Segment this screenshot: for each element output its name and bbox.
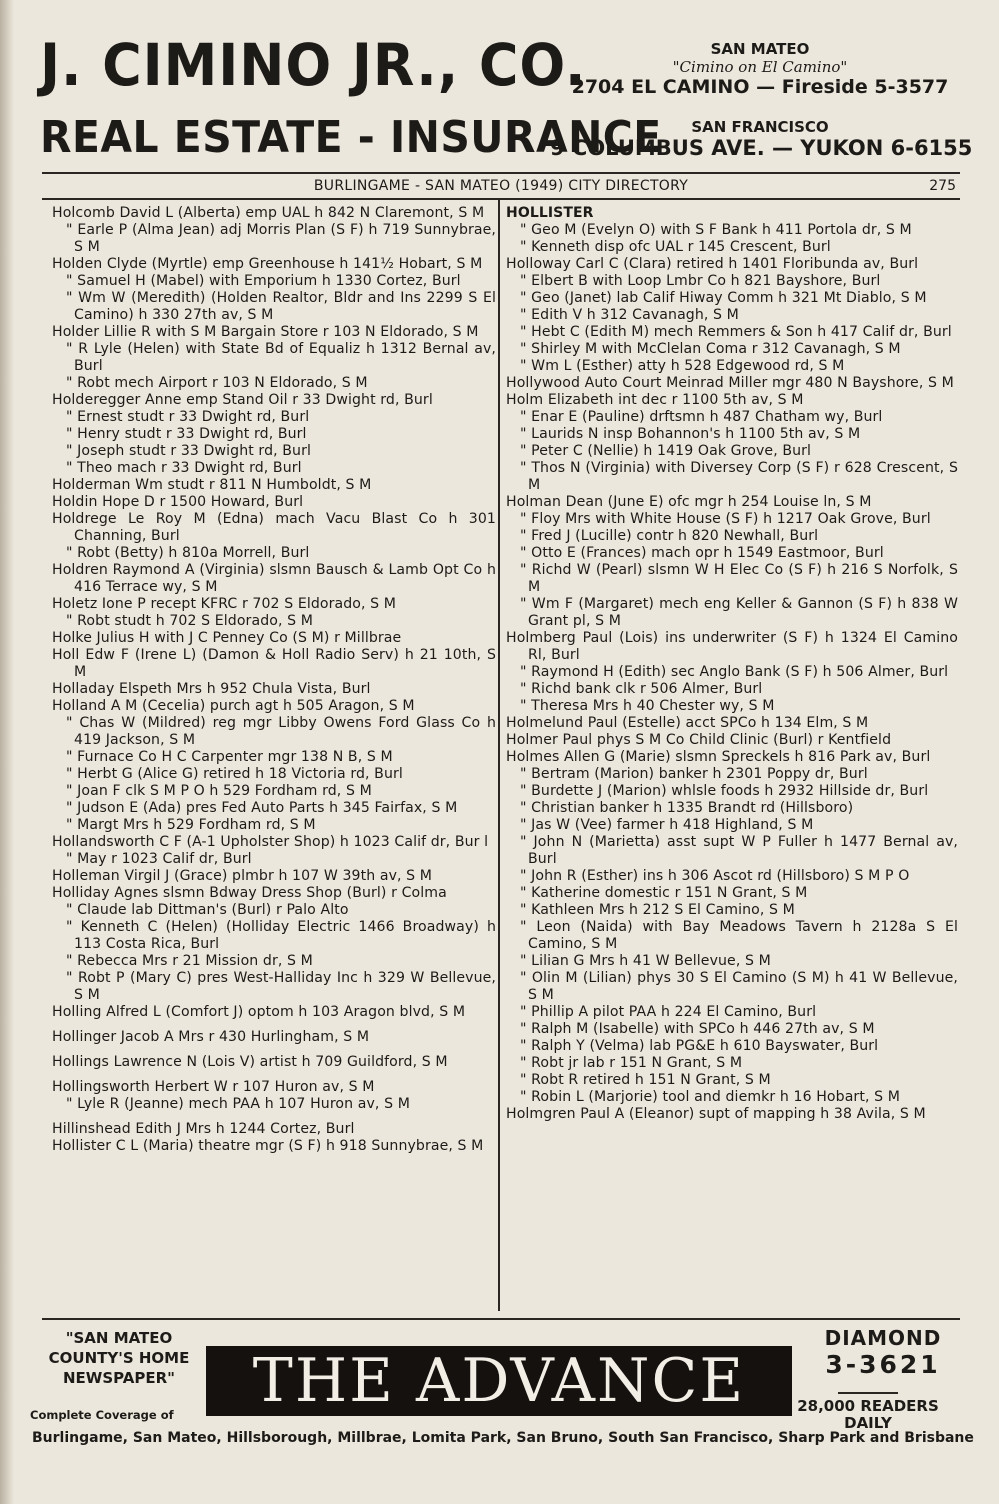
directory-entry: " Ernest studt r 33 Dwight rd, Burl bbox=[66, 409, 310, 425]
directory-entry: " Burdette J (Marion) whlsle foods h 2932 Hillside dr, Burl bbox=[520, 783, 929, 799]
section-heading: HOLLISTER bbox=[506, 205, 594, 221]
directory-entry: Holder Lillie R with S M Bargain Store r 103 N Eldorado, S M bbox=[52, 324, 479, 340]
coverage-label: Complete Coverage of bbox=[30, 1408, 174, 1422]
directory-entry: " Samuel H (Mabel) with Emporium h 1330 Cortez, Burl bbox=[66, 273, 461, 289]
directory-entry: Holdrege Le Roy M (Edna) mach Vacu Blast Co h 301 Channing, Burl bbox=[52, 511, 496, 544]
directory-entry: Holetz Ione P recept KFRC r 702 S Eldorado, S M bbox=[52, 596, 397, 612]
running-head bbox=[42, 178, 960, 198]
directory-entry: Holmberg Paul (Lois) ins underwriter (S F) h 1324 El Camino Rl, Burl bbox=[506, 630, 958, 663]
directory-entry: " Ralph Y (Velma) lab PG&E h 610 Bayswater, Burl bbox=[520, 1038, 879, 1054]
directory-entry: " Herbt G (Alice G) retired h 18 Victoria rd, Burl bbox=[66, 766, 403, 782]
directory-entry: Holland A M (Cecelia) purch agt h 505 Aragon, S M bbox=[52, 698, 415, 714]
company-services: REAL ESTATE - INSURANCE bbox=[40, 112, 662, 163]
directory-entry: " Lilian G Mrs h 41 W Bellevue, S M bbox=[520, 953, 771, 969]
office-address: 2704 EL CAMINO — Fireside 5-3577 bbox=[571, 76, 949, 98]
directory-entry: " Henry studt r 33 Dwight rd, Burl bbox=[66, 426, 307, 442]
directory-entry: " Thos N (Virginia) with Diversey Corp (S F) r 628 Crescent, S M bbox=[520, 460, 958, 493]
directory-entry: " Hebt C (Edith M) mech Remmers & Son h 417 Calif dr, Burl bbox=[520, 324, 952, 340]
footer-advertisement bbox=[28, 1326, 974, 1456]
readership-rule bbox=[838, 1392, 898, 1394]
directory-entry: Holderman Wm studt r 811 N Humboldt, S M bbox=[52, 477, 372, 493]
readership bbox=[778, 1392, 958, 1432]
directory-entry: " Robt P (Mary C) pres West-Halliday Inc h 329 W Bellevue, S M bbox=[66, 970, 496, 1003]
newspaper-slogan: "SAN MATEO COUNTY'S HOME NEWSPAPER" bbox=[48, 1329, 190, 1387]
directory-entry: " Joseph studt r 33 Dwight rd, Burl bbox=[66, 443, 311, 459]
newspaper-logo-text: THE ADVANCE bbox=[252, 1346, 746, 1416]
directory-entry: Holmes Allen G (Marie) slsmn Spreckels h 816 Park av, Burl bbox=[506, 749, 931, 765]
directory-entry: " Earle P (Alma Jean) adj Morris Plan (S F) h 719 Sunnybrae, S M bbox=[66, 222, 496, 255]
directory-entry: " Margt Mrs h 529 Fordham rd, S M bbox=[66, 817, 316, 833]
right-column bbox=[506, 205, 958, 1123]
directory-entry: " Robt jr lab r 151 N Grant, S M bbox=[520, 1055, 743, 1071]
directory-entry: " Christian banker h 1335 Brandt rd (Hillsboro) bbox=[520, 800, 854, 816]
directory-entry: " Raymond H (Edith) sec Anglo Bank (S F) h 506 Almer, Burl bbox=[520, 664, 949, 680]
directory-entry: " Phillip A pilot PAA h 224 El Camino, Burl bbox=[520, 1004, 817, 1020]
directory-title: BURLINGAME - SAN MATEO (1949) CITY DIRECTORY bbox=[313, 178, 689, 194]
directory-entry: " Richd bank clk r 506 Almer, Burl bbox=[520, 681, 763, 697]
directory-entry: Hillinshead Edith J Mrs h 1244 Cortez, Burl bbox=[52, 1121, 355, 1137]
office-tagline: "Cimino on El Camino" bbox=[672, 58, 848, 76]
footer-rule bbox=[42, 1318, 960, 1320]
directory-entry: " John N (Marietta) asst supt W P Fuller h 1477 Bernal av, Burl bbox=[520, 834, 958, 867]
directory-entry: Holliday Agnes slsmn Bdway Dress Shop (Burl) r Colma bbox=[52, 885, 447, 901]
san-mateo-office bbox=[550, 40, 970, 98]
newspaper-phone bbox=[808, 1326, 958, 1379]
directory-entry: " Robt studt h 702 S Eldorado, S M bbox=[66, 613, 314, 629]
directory-entry: Holladay Elspeth Mrs h 952 Chula Vista, Burl bbox=[52, 681, 371, 697]
directory-entry: " Bertram (Marion) banker h 2301 Poppy dr, Burl bbox=[520, 766, 868, 782]
directory-entry: " R Lyle (Helen) with State Bd of Equaliz h 1312 Bernal av, Burl bbox=[66, 341, 496, 374]
directory-entry: " Enar E (Pauline) drftsmn h 487 Chatham wy, Burl bbox=[520, 409, 883, 425]
directory-entry: " Wm L (Esther) atty h 528 Edgewood rd, S M bbox=[520, 358, 845, 374]
directory-entry: " Theo mach r 33 Dwight rd, Burl bbox=[66, 460, 302, 476]
directory-entry: Holleman Virgil J (Grace) plmbr h 107 W 39th av, S M bbox=[52, 868, 433, 884]
directory-entry: Holderegger Anne emp Stand Oil r 33 Dwight rd, Burl bbox=[52, 392, 433, 408]
office-city: SAN FRANCISCO bbox=[691, 118, 829, 136]
directory-entry: Holmelund Paul (Estelle) acct SPCo h 134 Elm, S M bbox=[506, 715, 869, 731]
directory-entry: Holm Elizabeth int dec r 1100 5th av, S M bbox=[506, 392, 804, 408]
header-advertisement bbox=[30, 31, 973, 167]
directory-entry: Holdren Raymond A (Virginia) slsmn Bausch & Lamb Opt Co h 416 Terrace wy, S M bbox=[52, 562, 496, 595]
right-column-entries bbox=[506, 222, 958, 1123]
directory-entry: Holling Alfred L (Comfort J) optom h 103 Aragon blvd, S M bbox=[52, 1004, 466, 1020]
coverage-towns: Burlingame, San Mateo, Hillsborough, Millbrae, Lomita Park, San Bruno, South San Francisco, Sharp Park and Brisbane bbox=[32, 1430, 974, 1446]
column-divider bbox=[498, 199, 500, 1311]
directory-entry: " Judson E (Ada) pres Fed Auto Parts h 345 Fairfax, S M bbox=[66, 800, 458, 816]
directory-entry: Hollandsworth C F (A-1 Upholster Shop) h 1023 Calif dr, Bur l bbox=[52, 834, 489, 850]
directory-entry: " Kenneth C (Helen) (Holliday Electric 1466 Broadway) h 113 Costa Rica, Burl bbox=[66, 919, 496, 952]
directory-entry: " Katherine domestic r 151 N Grant, S M bbox=[520, 885, 808, 901]
directory-entry: Holcomb David L (Alberta) emp UAL h 842 N Claremont, S M bbox=[52, 205, 485, 221]
directory-entry: " Joan F clk S M P O h 529 Fordham rd, S M bbox=[66, 783, 372, 799]
directory-entry: Holloway Carl C (Clara) retired h 1401 Floribunda av, Burl bbox=[506, 256, 919, 272]
directory-entry: " Elbert B with Loop Lmbr Co h 821 Bayshore, Burl bbox=[520, 273, 881, 289]
directory-entry: Hollister C L (Maria) theatre mgr (S F) h 918 Sunnybrae, S M bbox=[52, 1138, 484, 1154]
directory-entry: " Jas W (Vee) farmer h 418 Highland, S M bbox=[520, 817, 814, 833]
directory-entry: " Laurids N insp Bohannon's h 1100 5th av, S M bbox=[520, 426, 861, 442]
left-column bbox=[52, 205, 496, 1155]
office-address: 9 COLUMBUS AVE. — YUKON 6-6155 bbox=[550, 136, 973, 160]
newspaper-logo bbox=[206, 1346, 792, 1416]
directory-entry: " Theresa Mrs h 40 Chester wy, S M bbox=[520, 698, 775, 714]
directory-entry: " Furnace Co H C Carpenter mgr 138 N B, S M bbox=[66, 749, 393, 765]
page-number: 275 bbox=[929, 178, 956, 194]
running-head-rule bbox=[42, 198, 960, 200]
phone-exchange: DIAMOND bbox=[824, 1326, 942, 1350]
page-binding-shadow bbox=[0, 0, 14, 1504]
readership-count: 28,000 READERS DAILY bbox=[797, 1397, 939, 1432]
directory-entry: Holmer Paul phys S M Co Child Clinic (Burl) r Kentfield bbox=[506, 732, 892, 748]
directory-entry: " Fred J (Lucille) contr h 820 Newhall, Burl bbox=[520, 528, 819, 544]
directory-entry: Holke Julius H with J C Penney Co (S M) r Millbrae bbox=[52, 630, 402, 646]
directory-entry: Hollinger Jacob A Mrs r 430 Hurlingham, S M bbox=[52, 1029, 370, 1045]
directory-entry: Holmgren Paul A (Eleanor) supt of mapping h 38 Avila, S M bbox=[506, 1106, 926, 1122]
directory-entry: " Kathleen Mrs h 212 S El Camino, S M bbox=[520, 902, 795, 918]
directory-entry: " Olin M (Lilian) phys 30 S El Camino (S M) h 41 W Bellevue, S M bbox=[520, 970, 958, 1003]
directory-entry: " Ralph M (Isabelle) with SPCo h 446 27th av, S M bbox=[520, 1021, 875, 1037]
directory-entry: " May r 1023 Calif dr, Burl bbox=[66, 851, 252, 867]
directory-entry: " Chas W (Mildred) reg mgr Libby Owens Ford Glass Co h 419 Jackson, S M bbox=[66, 715, 496, 748]
directory-entry: Hollingsworth Herbert W r 107 Huron av, S M bbox=[52, 1079, 375, 1095]
directory-entry: Holdin Hope D r 1500 Howard, Burl bbox=[52, 494, 304, 510]
phone-number: 3-3621 bbox=[825, 1350, 941, 1379]
directory-entry: " Richd W (Pearl) slsmn W H Elec Co (S F) h 216 S Norfolk, S M bbox=[520, 562, 958, 595]
directory-entry: " Geo (Janet) lab Calif Hiway Comm h 321 Mt Diablo, S M bbox=[520, 290, 927, 306]
directory-entry: " Wm F (Margaret) mech eng Keller & Gannon (S F) h 838 W Grant pl, S M bbox=[520, 596, 958, 629]
directory-entry: " Robt mech Airport r 103 N Eldorado, S M bbox=[66, 375, 368, 391]
directory-entry: " Edith V h 312 Cavanagh, S M bbox=[520, 307, 739, 323]
directory-entry: Holl Edw F (Irene L) (Damon & Holl Radio Serv) h 21 10th, S M bbox=[52, 647, 496, 680]
directory-entry: " Lyle R (Jeanne) mech PAA h 107 Huron av, S M bbox=[66, 1096, 410, 1112]
san-francisco-office bbox=[550, 118, 973, 160]
header-rule bbox=[42, 172, 960, 174]
directory-entry: " Shirley M with McClelan Coma r 312 Cavanagh, S M bbox=[520, 341, 901, 357]
directory-entry: Hollings Lawrence N (Lois V) artist h 709 Guildford, S M bbox=[52, 1054, 448, 1070]
directory-entry: " Robt (Betty) h 810a Morrell, Burl bbox=[66, 545, 310, 561]
directory-entry: " Claude lab Dittman's (Burl) r Palo Alto bbox=[66, 902, 349, 918]
directory-entry: " Leon (Naida) with Bay Meadows Tavern h 2128a S El Camino, S M bbox=[520, 919, 958, 952]
directory-entry: Holden Clyde (Myrtle) emp Greenhouse h 141½ Hobart, S M bbox=[52, 256, 483, 272]
directory-entry: " Rebecca Mrs r 21 Mission dr, S M bbox=[66, 953, 313, 969]
company-name: J. CIMINO JR., CO. bbox=[40, 31, 587, 99]
directory-entry: " Floy Mrs with White House (S F) h 1217 Oak Grove, Burl bbox=[520, 511, 931, 527]
directory-entry: " Robin L (Marjorie) tool and diemkr h 16 Hobart, S M bbox=[520, 1089, 900, 1105]
directory-entry: " Peter C (Nellie) h 1419 Oak Grove, Burl bbox=[520, 443, 812, 459]
directory-entry: Hollywood Auto Court Meinrad Miller mgr 480 N Bayshore, S M bbox=[506, 375, 954, 391]
directory-entry: " Robt R retired h 151 N Grant, S M bbox=[520, 1072, 771, 1088]
office-city: SAN MATEO bbox=[710, 40, 810, 58]
directory-entry: " Otto E (Frances) mach opr h 1549 Eastmoor, Burl bbox=[520, 545, 884, 561]
directory-entry: " Geo M (Evelyn O) with S F Bank h 411 Portola dr, S M bbox=[520, 222, 912, 238]
directory-entry: " John R (Esther) ins h 306 Ascot rd (Hillsboro) S M P O bbox=[520, 868, 910, 884]
directory-entry: " Kenneth disp ofc UAL r 145 Crescent, Burl bbox=[520, 239, 831, 255]
directory-entry: Holman Dean (June E) ofc mgr h 254 Louise ln, S M bbox=[506, 494, 872, 510]
directory-entry: " Wm W (Meredith) (Holden Realtor, Bldr and Ins 2299 S El Camino) h 330 27th av, S M bbox=[66, 290, 496, 323]
